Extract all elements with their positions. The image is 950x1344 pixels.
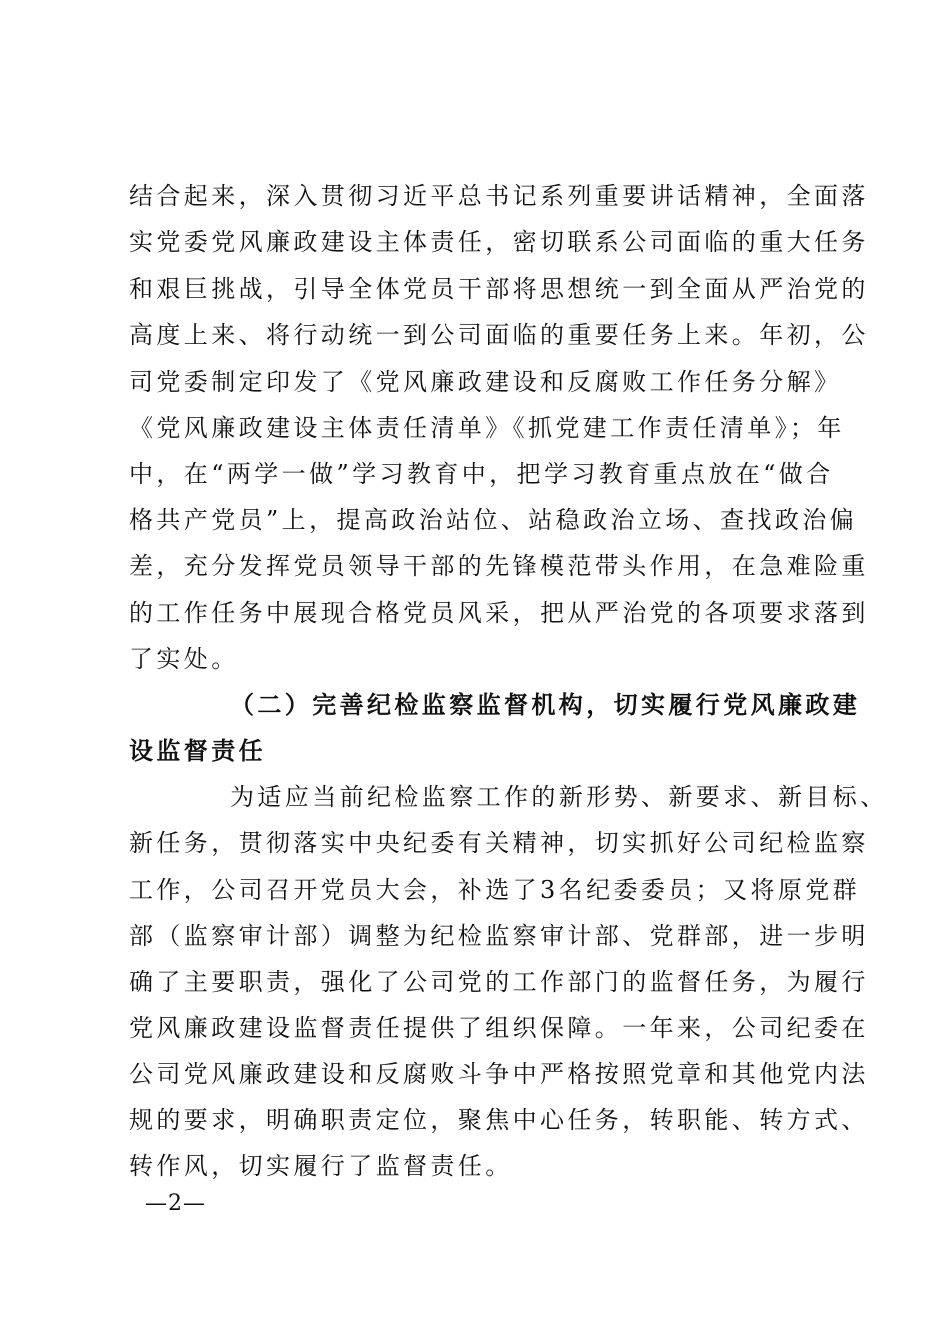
paragraph-1-line-11: 了实处。 [129,645,239,673]
paragraph-1-line-5: 司党委制定印发了《党风廉政建设和反腐败工作任务分解》 [129,368,842,396]
paragraph-2-line-7: 公司党风廉政建设和反腐败斗争中严格按照党章和其他党内法 [129,1060,869,1088]
paragraph-2-line-6: 党风廉政建设监督责任提供了组织保障。一年来，公司纪委在 [129,1014,869,1042]
section-heading-line-1: （二）完善纪检监察监督机构，切实履行党风廉政建 [230,690,861,719]
paragraph-2-line-9: 转作风，切实履行了监督责任。 [129,1152,513,1180]
paragraph-1-line-3: 和艰巨挑战，引导全体党员干部将思想统一到全面从严治党的 [129,275,869,303]
paragraph-1-line-4: 高度上来、将行动统一到公司面临的重要任务上来。年初，公 [129,321,869,349]
paragraph-2-line-2: 新任务，贯彻落实中央纪委有关精神，切实抓好公司纪检监察 [129,829,869,857]
paragraph-2-line-4: 部（监察审计部）调整为纪检监察审计部、党群部，进一步明 [129,922,869,950]
paragraph-2-line-8: 规的要求，明确职责定位，聚焦中心任务，转职能、转方式、 [129,1106,869,1134]
paragraph-1-line-10: 的工作任务中展现合格党员风采，把从严治党的各项要求落到 [129,599,869,627]
paragraph-1-line-1: 结合起来，深入贯彻习近平总书记系列重要讲话精神，全面落 [129,182,869,210]
section-heading-line-2: 设监督责任 [129,736,266,765]
paragraph-1-line-9: 差，充分发挥党员领导干部的先锋模范带头作用，在急难险重 [129,552,869,580]
paragraph-1-line-6: 《党风廉政建设主体责任清单》《抓党建工作责任清单》；年 [129,414,845,442]
paragraph-2-line-1: 为适应当前纪检监察工作的新形势、新要求、新目标、 [230,783,888,811]
page-number: —2— [145,1191,206,1216]
paragraph-1-line-2: 实党委党风廉政建设主体责任，密切联系公司面临的重大任务 [129,228,869,256]
paragraph-2-line-5: 确了主要职责，强化了公司党的工作部门的监督任务，为履行 [129,968,869,996]
paragraph-1-line-7: 中，在“两学一做”学习教育中，把学习教育重点放在“做合 [129,460,834,488]
paragraph-1-line-8: 格共产党员”上，提高政治站位、站稳政治立场、查找政治偏 [129,506,858,534]
paragraph-2-line-3: 工作，公司召开党员大会，补选了3名纪委委员；又将原党群 [129,876,861,904]
